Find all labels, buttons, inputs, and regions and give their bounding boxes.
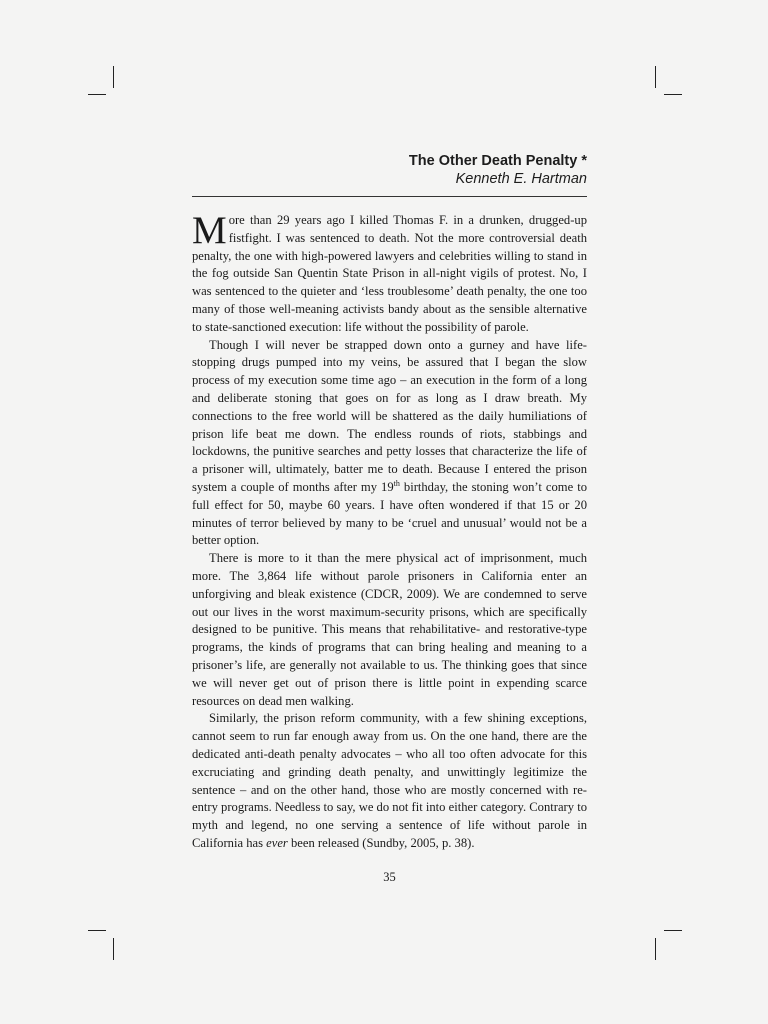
article-title: The Other Death Penalty *: [408, 153, 587, 169]
crop-mark: [88, 94, 106, 95]
page-number: 35: [383, 870, 396, 884]
crop-mark: [113, 66, 114, 88]
paragraph: Similarly, the prison reform community, with a few shining exceptions, cannot seem to run far enough away from us. On the one hand, there are the dedicated anti-death penalty advocates – who all too often advocate for this excruciating and grinding death penalty, and unwittingly legitimize the sentence – and on the other hand, those who are mostly concerned with re-entry programs. Needless to say, we do not fit into either category. Contrary to myth and legend, no one serving a sentence of life without parole in California has ever been released (Sundby, 2005, p. 38).: [192, 711, 587, 850]
drop-cap: M: [192, 209, 227, 252]
crop-mark: [88, 930, 106, 931]
crop-mark: [664, 94, 682, 95]
crop-mark: [113, 938, 114, 960]
paragraph: More than 29 years ago I killed Thomas F. in a drunken, drugged-up fistfight. I was sentenced to death. Not the more controversial death penalty, the one with high-powered lawyers and celebrities willing to stand in the fog outside San Quentin State Prison in all-night vigils of protest. No, I was sentenced to the quieter and ‘less troublesome’ death penalty, the one too many of those well-meaning activists bandy about as the sensible alternative to state-sanctioned execution: life without the possibility of parole.: [192, 209, 587, 334]
article-body: [192, 209, 588, 853]
paragraph: There is more to it than the mere physical act of imprisonment, much more. The 3,864 life without parole prisoners in California enter an unforgiving and bleak existence (CDCR, 2009). We are condemned to serve out our lives in the worst maximum-security prisons, which are specifically designed to be punitive. This means that rehabilitative- and restorative-type programs, the kinds of programs that can bring healing and meaning to a prisoner’s life, are generally not available to us. The thinking goes that since we will never get out of prison there is little point in expending scarce resources on dead men walking.: [192, 551, 587, 708]
article-author: Kenneth E. Hartman: [455, 171, 587, 187]
article-header: [192, 152, 587, 188]
paragraph: Though I will never be strapped down onto a gurney and have life-stopping drugs pumped into my veins, be assured that I began the slow process of my execution some time ago – an execution in the form of a long and deliberate stoning that goes on for as long as I draw breath. My connections to the free world will be shattered as the daily humiliations of prison life beat me down. The endless rounds of riots, stabbings and lockdowns, the punitive searches and petty losses that characterize the life of a prisoner will, ultimately, batter me to death. Because I entered the prison system a couple of months after my 19th birthday, the stoning won’t come to full effect for 50, maybe 60 years. I have often wondered if that 15 or 20 minutes of terror believed by many to be ‘cruel and unusual’ would not be a better option.: [192, 337, 588, 548]
crop-mark: [664, 930, 682, 931]
crop-mark: [655, 66, 656, 88]
crop-mark: [655, 938, 656, 960]
header-rule: [192, 196, 587, 197]
